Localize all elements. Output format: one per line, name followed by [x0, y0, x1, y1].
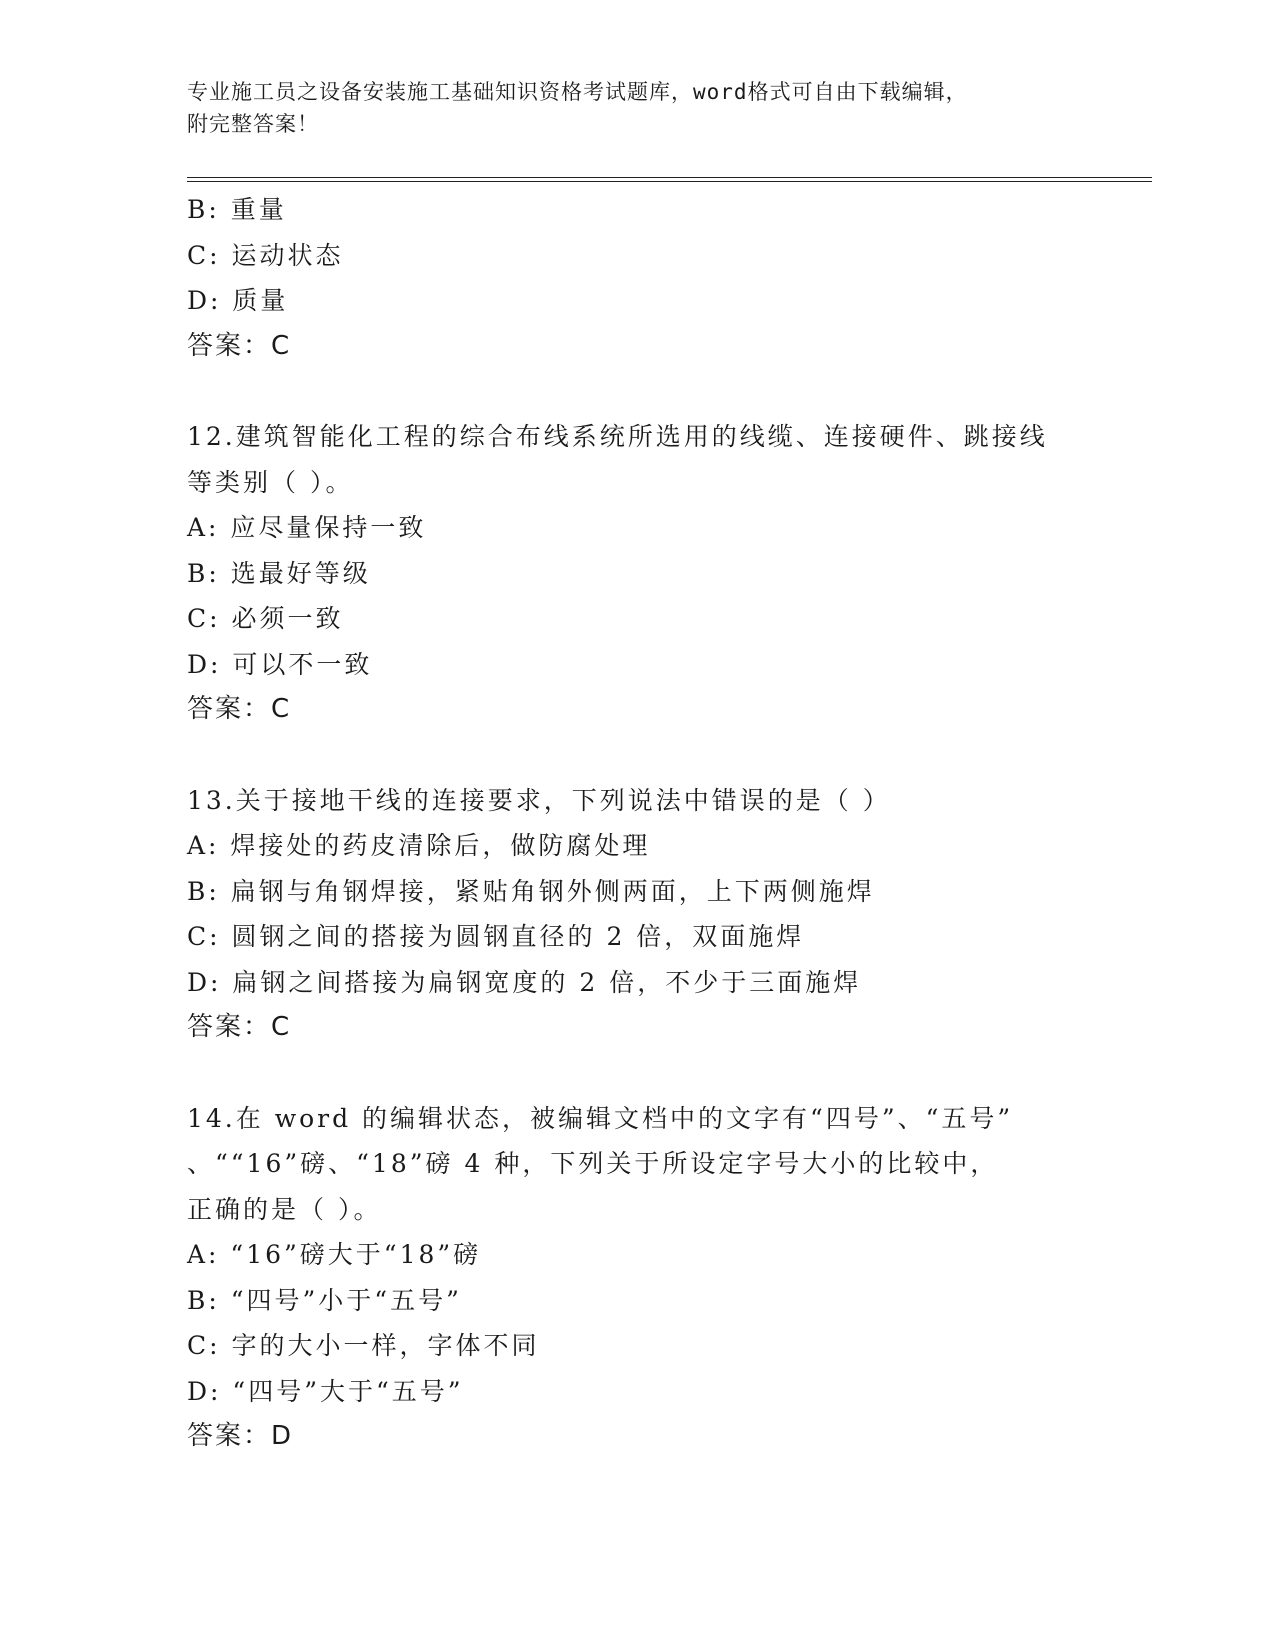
answer-line: 答案：C: [187, 1012, 292, 1042]
spacer: [187, 1051, 1107, 1096]
option-a: A: 应尽量保持一致: [187, 513, 427, 542]
question-stem-line: 14.在 word 的编辑状态，被编辑文档中的文字有“四号”、“五号”: [187, 1103, 1014, 1133]
answer-line: 答案：C: [187, 694, 292, 724]
option-b: B: 重量: [187, 195, 287, 224]
question-stem-line: 正确的是（ ）。: [187, 1194, 382, 1224]
answer-line: 答案：D: [187, 1421, 294, 1451]
option-c: C: 运动状态: [187, 240, 344, 270]
option-d: D: 可以不一致: [187, 649, 373, 679]
document-body: [187, 187, 1107, 1460]
option-d: D: “四号”大于“五号”: [187, 1376, 464, 1406]
option-b: B: 扁钢与角钢焊接，紧贴角钢外侧两面，上下两侧施焊: [187, 876, 875, 906]
question-stem-line: 、““16”磅、“18”磅 4 种，下列关于所设定字号大小的比较中，: [187, 1149, 999, 1178]
option-b: B: 选最好等级: [187, 558, 371, 588]
question-stem-line: 等类别（ ）。: [187, 467, 354, 497]
answer-line: 答案：C: [187, 330, 292, 361]
header-line-2: 附完整答案！: [187, 112, 319, 136]
question-13: [187, 778, 1107, 1051]
document-header: [187, 76, 1067, 140]
option-c: C: 字的大小一样，字体不同: [187, 1331, 540, 1360]
header-line-1: 专业施工员之设备安装施工基础知识资格考试题库，word格式可自由下载编辑，: [187, 80, 968, 104]
option-c: C: 必须一致: [187, 604, 344, 633]
spacer: [187, 733, 1107, 778]
option-a: A: “16”磅大于“18”磅: [187, 1240, 482, 1269]
option-d: D: 质量: [187, 286, 289, 315]
question-11-continued: [187, 187, 1107, 369]
option-a: A: 焊接处的药皮清除后，做防腐处理: [187, 831, 651, 860]
question-12: [187, 414, 1107, 733]
option-d: D: 扁钢之间搭接为扁钢宽度的 2 倍，不少于三面施焊: [187, 967, 862, 997]
question-stem-line: 12.建筑智能化工程的综合布线系统所选用的线缆、连接硬件、跳接线: [187, 422, 1048, 451]
question-14: [187, 1096, 1107, 1460]
question-stem-line: 13.关于接地干线的连接要求，下列说法中错误的是（ ）: [187, 785, 891, 815]
option-c: C: 圆钢之间的搭接为圆钢直径的 2 倍，双面施焊: [187, 922, 805, 951]
spacer: [187, 369, 1107, 414]
header-divider: [187, 177, 1152, 182]
option-b: B: “四号”小于“五号”: [187, 1285, 462, 1315]
